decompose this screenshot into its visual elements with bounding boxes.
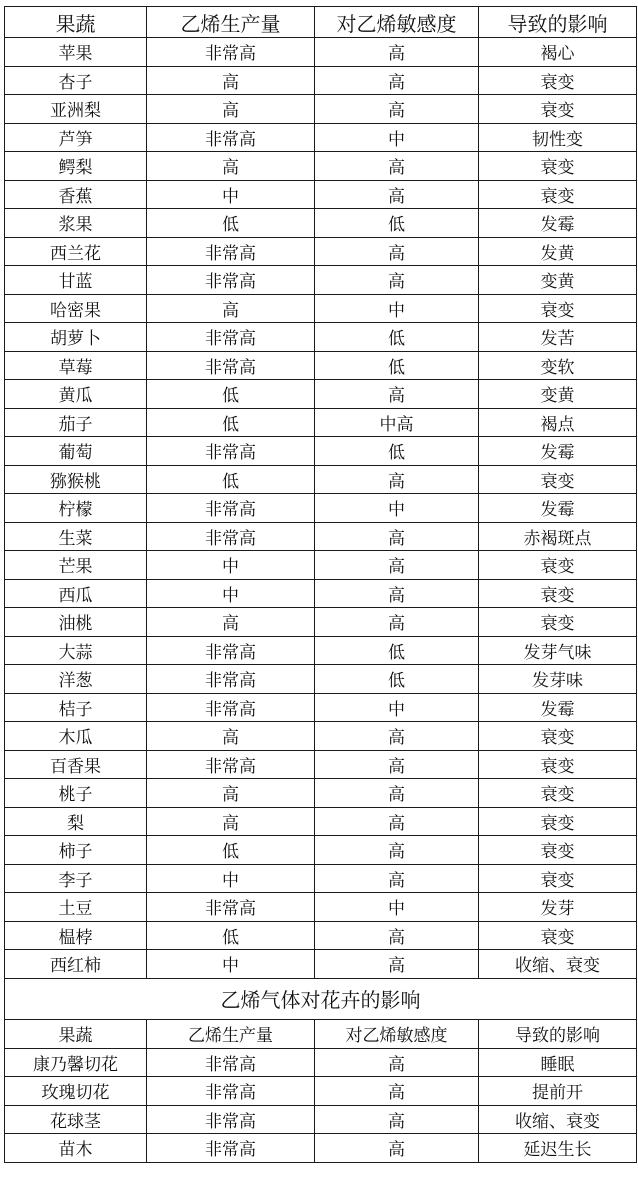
cell-ethylene-production: 非常高 — [147, 38, 315, 67]
cell-ethylene-production: 中 — [147, 579, 315, 608]
cell-ethylene-production: 低 — [147, 408, 315, 437]
cell-effect: 发霉 — [479, 494, 637, 523]
cell-produce: 梨 — [5, 807, 147, 836]
cell-effect: 衰变 — [479, 608, 637, 637]
cell-ethylene-production: 高 — [147, 722, 315, 751]
table-row — [5, 1134, 637, 1163]
cell-ethylene-sensitivity: 低 — [315, 636, 479, 665]
cell-ethylene-sensitivity: 中 — [315, 693, 479, 722]
cell-produce: 芒果 — [5, 551, 147, 580]
cell-produce: 生菜 — [5, 522, 147, 551]
cell-ethylene-sensitivity: 高 — [315, 380, 479, 409]
cell-ethylene-production: 低 — [147, 380, 315, 409]
cell-effect: 变软 — [479, 351, 637, 380]
cell-ethylene-sensitivity: 高 — [315, 579, 479, 608]
table-row — [5, 807, 637, 836]
cell-ethylene-sensitivity: 高 — [315, 152, 479, 181]
cell-ethylene-production: 非常高 — [147, 636, 315, 665]
cell-produce: 苹果 — [5, 38, 147, 67]
table-row — [5, 950, 637, 979]
cell-produce: 茄子 — [5, 408, 147, 437]
cell-ethylene-production: 中 — [147, 864, 315, 893]
cell-ethylene-production: 非常高 — [147, 237, 315, 266]
table-row — [5, 693, 637, 722]
cell-produce: 木瓜 — [5, 722, 147, 751]
cell-ethylene-production: 非常高 — [147, 1048, 315, 1077]
cell-produce: 草莓 — [5, 351, 147, 380]
cell-effect: 发苦 — [479, 323, 637, 352]
cell-ethylene-production: 高 — [147, 95, 315, 124]
cell-produce: 百香果 — [5, 750, 147, 779]
cell-produce: 玫瑰切花 — [5, 1077, 147, 1106]
table-row — [5, 665, 637, 694]
table-row — [5, 864, 637, 893]
cell-ethylene-sensitivity: 中 — [315, 294, 479, 323]
cell-ethylene-production: 非常高 — [147, 1134, 315, 1163]
cell-ethylene-sensitivity: 高 — [315, 1105, 479, 1134]
cell-ethylene-sensitivity: 高 — [315, 66, 479, 95]
cell-produce: 西瓜 — [5, 579, 147, 608]
header-ethylene-production: 乙烯生产量 — [147, 7, 315, 38]
header-produce: 果蔬 — [5, 7, 147, 38]
cell-ethylene-sensitivity: 高 — [315, 465, 479, 494]
cell-produce: 榅桲 — [5, 921, 147, 950]
cell-ethylene-sensitivity: 高 — [315, 608, 479, 637]
cell-produce: 康乃馨切花 — [5, 1048, 147, 1077]
cell-effect: 衰变 — [479, 921, 637, 950]
cell-effect: 收缩、衰变 — [479, 1105, 637, 1134]
cell-ethylene-sensitivity: 低 — [315, 665, 479, 694]
cell-produce: 柿子 — [5, 836, 147, 865]
cell-ethylene-production: 中 — [147, 551, 315, 580]
cell-produce: 柠檬 — [5, 494, 147, 523]
cell-produce: 猕猴桃 — [5, 465, 147, 494]
cell-ethylene-sensitivity: 高 — [315, 38, 479, 67]
cell-produce: 香蕉 — [5, 180, 147, 209]
cell-ethylene-sensitivity: 高 — [315, 921, 479, 950]
cell-ethylene-production: 非常高 — [147, 750, 315, 779]
cell-effect: 发霉 — [479, 209, 637, 238]
cell-ethylene-sensitivity: 中 — [315, 893, 479, 922]
cell-produce: 油桃 — [5, 608, 147, 637]
cell-produce: 土豆 — [5, 893, 147, 922]
cell-produce: 甘蓝 — [5, 266, 147, 295]
table-row — [5, 1077, 637, 1106]
table-row — [5, 323, 637, 352]
cell-ethylene-sensitivity: 中 — [315, 123, 479, 152]
cell-effect: 发霉 — [479, 693, 637, 722]
table-row — [5, 437, 637, 466]
cell-ethylene-production: 高 — [147, 807, 315, 836]
cell-ethylene-sensitivity: 高 — [315, 180, 479, 209]
cell-ethylene-production: 低 — [147, 921, 315, 950]
section-header-ethylene-production: 乙烯生产量 — [147, 1019, 315, 1048]
cell-effect: 衰变 — [479, 722, 637, 751]
cell-ethylene-sensitivity: 高 — [315, 95, 479, 124]
cell-effect: 发芽气味 — [479, 636, 637, 665]
cell-effect: 变黄 — [479, 380, 637, 409]
cell-effect: 褐点 — [479, 408, 637, 437]
cell-ethylene-sensitivity: 高 — [315, 1048, 479, 1077]
cell-ethylene-sensitivity: 高 — [315, 750, 479, 779]
cell-effect: 衰变 — [479, 864, 637, 893]
cell-ethylene-production: 非常高 — [147, 123, 315, 152]
table-row — [5, 522, 637, 551]
cell-ethylene-sensitivity: 中 — [315, 494, 479, 523]
cell-effect: 衰变 — [479, 95, 637, 124]
cell-effect: 衰变 — [479, 66, 637, 95]
cell-produce: 黄瓜 — [5, 380, 147, 409]
cell-effect: 提前开 — [479, 1077, 637, 1106]
cell-produce: 西红柿 — [5, 950, 147, 979]
cell-effect: 发黄 — [479, 237, 637, 266]
cell-ethylene-production: 高 — [147, 294, 315, 323]
cell-produce: 浆果 — [5, 209, 147, 238]
cell-effect: 收缩、衰变 — [479, 950, 637, 979]
cell-effect: 睡眠 — [479, 1048, 637, 1077]
document — [4, 6, 636, 1163]
cell-effect: 衰变 — [479, 294, 637, 323]
cell-ethylene-production: 非常高 — [147, 323, 315, 352]
cell-effect: 衰变 — [479, 465, 637, 494]
cell-ethylene-production: 非常高 — [147, 351, 315, 380]
cell-produce: 杏子 — [5, 66, 147, 95]
cell-produce: 亚洲梨 — [5, 95, 147, 124]
cell-effect: 延迟生长 — [479, 1134, 637, 1163]
cell-ethylene-production: 低 — [147, 836, 315, 865]
table-row — [5, 465, 637, 494]
cell-effect: 变黄 — [479, 266, 637, 295]
cell-ethylene-production: 非常高 — [147, 266, 315, 295]
cell-effect: 衰变 — [479, 180, 637, 209]
table-row — [5, 608, 637, 637]
table-row — [5, 266, 637, 295]
cell-effect: 发芽味 — [479, 665, 637, 694]
cell-ethylene-production: 非常高 — [147, 693, 315, 722]
header-effect: 导致的影响 — [479, 7, 637, 38]
header-ethylene-sensitivity: 对乙烯敏感度 — [315, 7, 479, 38]
cell-ethylene-production: 高 — [147, 608, 315, 637]
ethylene-table — [4, 6, 637, 1163]
table-row — [5, 152, 637, 181]
table-body — [5, 38, 637, 979]
cell-ethylene-sensitivity: 高 — [315, 836, 479, 865]
table-row — [5, 1048, 637, 1077]
section-table-body — [5, 1048, 637, 1162]
cell-ethylene-production: 非常高 — [147, 494, 315, 523]
cell-produce: 胡萝卜 — [5, 323, 147, 352]
table-row — [5, 294, 637, 323]
table-row — [5, 551, 637, 580]
section-header-ethylene-sensitivity: 对乙烯敏感度 — [315, 1019, 479, 1048]
cell-produce: 葡萄 — [5, 437, 147, 466]
table-row — [5, 408, 637, 437]
cell-effect: 衰变 — [479, 750, 637, 779]
table-row — [5, 750, 637, 779]
cell-ethylene-sensitivity: 低 — [315, 351, 479, 380]
cell-effect: 褐心 — [479, 38, 637, 67]
table-row — [5, 38, 637, 67]
cell-ethylene-production: 中 — [147, 950, 315, 979]
table-row — [5, 636, 637, 665]
section-header-produce: 果蔬 — [5, 1019, 147, 1048]
cell-ethylene-sensitivity: 高 — [315, 237, 479, 266]
cell-produce: 桃子 — [5, 779, 147, 808]
cell-ethylene-production: 高 — [147, 779, 315, 808]
cell-ethylene-sensitivity: 高 — [315, 551, 479, 580]
table-row — [5, 95, 637, 124]
cell-effect: 衰变 — [479, 152, 637, 181]
cell-produce: 芦笋 — [5, 123, 147, 152]
cell-produce: 洋葱 — [5, 665, 147, 694]
table-row — [5, 180, 637, 209]
cell-ethylene-production: 非常高 — [147, 522, 315, 551]
cell-ethylene-sensitivity: 高 — [315, 779, 479, 808]
table-row — [5, 237, 637, 266]
cell-ethylene-sensitivity: 低 — [315, 437, 479, 466]
cell-produce: 桔子 — [5, 693, 147, 722]
table-row — [5, 1105, 637, 1134]
cell-ethylene-production: 非常高 — [147, 1105, 315, 1134]
cell-ethylene-production: 非常高 — [147, 1077, 315, 1106]
table-row — [5, 893, 637, 922]
cell-ethylene-sensitivity: 高 — [315, 864, 479, 893]
cell-produce: 西兰花 — [5, 237, 147, 266]
table-row — [5, 722, 637, 751]
section-title-row — [5, 978, 637, 1019]
cell-effect: 发霉 — [479, 437, 637, 466]
table-row — [5, 921, 637, 950]
section-header-row — [5, 1019, 637, 1048]
cell-ethylene-production: 中 — [147, 180, 315, 209]
cell-ethylene-sensitivity: 高 — [315, 522, 479, 551]
cell-effect: 韧性变 — [479, 123, 637, 152]
table-row — [5, 380, 637, 409]
cell-ethylene-production: 非常高 — [147, 893, 315, 922]
cell-ethylene-sensitivity: 高 — [315, 266, 479, 295]
cell-ethylene-sensitivity: 低 — [315, 209, 479, 238]
cell-ethylene-sensitivity: 高 — [315, 807, 479, 836]
cell-produce: 花球茎 — [5, 1105, 147, 1134]
cell-effect: 衰变 — [479, 579, 637, 608]
table-row — [5, 123, 637, 152]
cell-effect: 衰变 — [479, 779, 637, 808]
cell-produce: 苗木 — [5, 1134, 147, 1163]
table-row — [5, 579, 637, 608]
cell-ethylene-production: 低 — [147, 209, 315, 238]
cell-ethylene-production: 非常高 — [147, 437, 315, 466]
cell-effect: 衰变 — [479, 807, 637, 836]
cell-ethylene-production: 高 — [147, 66, 315, 95]
table-header-row — [5, 7, 637, 38]
cell-produce: 哈密果 — [5, 294, 147, 323]
cell-ethylene-production: 高 — [147, 152, 315, 181]
table-row — [5, 779, 637, 808]
table-row — [5, 209, 637, 238]
cell-ethylene-sensitivity: 中高 — [315, 408, 479, 437]
table-row — [5, 494, 637, 523]
cell-effect: 衰变 — [479, 551, 637, 580]
cell-ethylene-production: 低 — [147, 465, 315, 494]
cell-effect: 衰变 — [479, 836, 637, 865]
cell-produce: 大蒜 — [5, 636, 147, 665]
section-header-effect: 导致的影响 — [479, 1019, 637, 1048]
cell-ethylene-sensitivity: 低 — [315, 323, 479, 352]
cell-ethylene-sensitivity: 高 — [315, 1134, 479, 1163]
cell-produce: 鳄梨 — [5, 152, 147, 181]
section-title: 乙烯气体对花卉的影响 — [5, 978, 637, 1019]
table-row — [5, 66, 637, 95]
cell-ethylene-sensitivity: 高 — [315, 950, 479, 979]
cell-ethylene-sensitivity: 高 — [315, 1077, 479, 1106]
table-row — [5, 836, 637, 865]
cell-produce: 李子 — [5, 864, 147, 893]
cell-ethylene-production: 非常高 — [147, 665, 315, 694]
cell-effect: 发芽 — [479, 893, 637, 922]
cell-effect: 赤褐斑点 — [479, 522, 637, 551]
table-row — [5, 351, 637, 380]
cell-ethylene-sensitivity: 高 — [315, 722, 479, 751]
